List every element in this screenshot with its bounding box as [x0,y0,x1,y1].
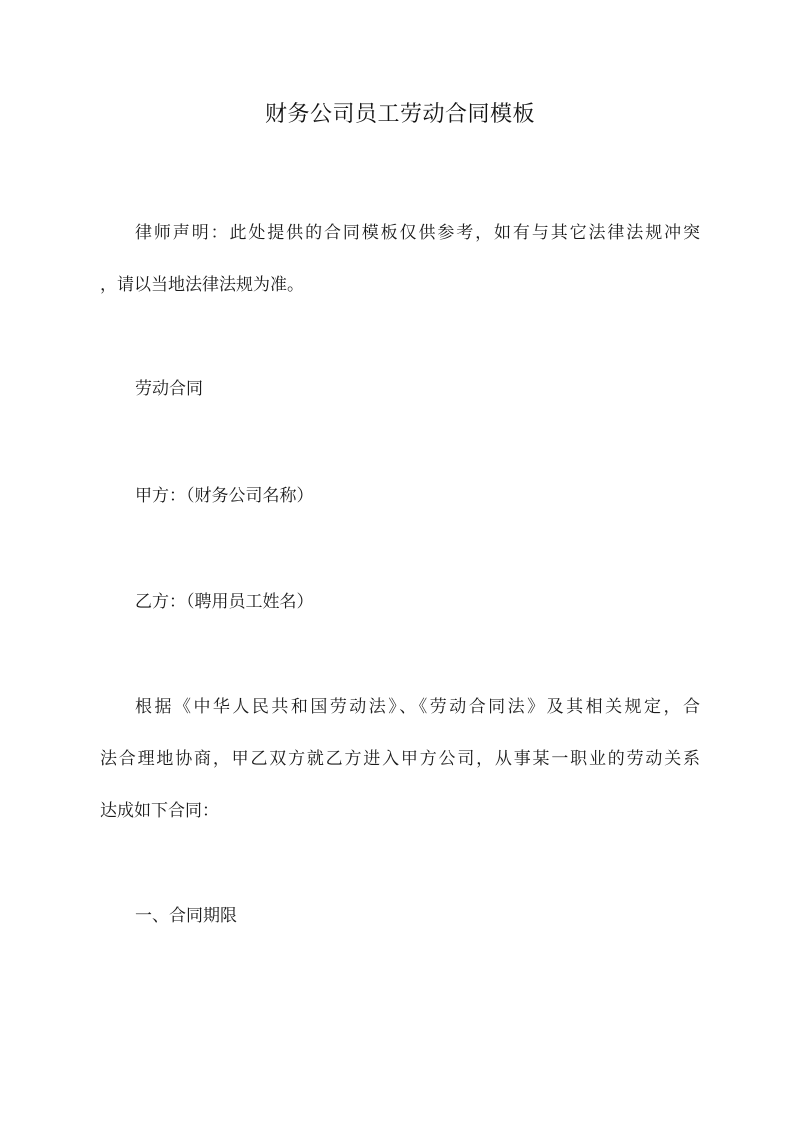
document-title: 财务公司员工劳动合同模板 [264,102,535,127]
preamble-line-3: 达成如下合同： [100,801,219,821]
party-a-line: 甲方：（财务公司名称） [135,486,314,506]
disclaimer-line-1: 律师声明：此处提供的合同模板仅供参考，如有与其它法律法规冲突 [135,223,700,243]
disclaimer-line-2: ，请以当地法律法规为准。 [100,275,304,295]
contract-heading: 劳动合同 [135,379,203,399]
party-b-line: 乙方：（聘用员工姓名） [135,592,314,612]
section-1-heading: 一、合同期限 [135,906,237,926]
preamble-line-1: 根据《中华人民共和国劳动法》、《劳动合同法》及其相关规定，合 [135,697,700,717]
preamble-line-2: 法合理地协商，甲乙双方就乙方进入甲方公司，从事某一职业的劳动关系 [100,749,700,769]
